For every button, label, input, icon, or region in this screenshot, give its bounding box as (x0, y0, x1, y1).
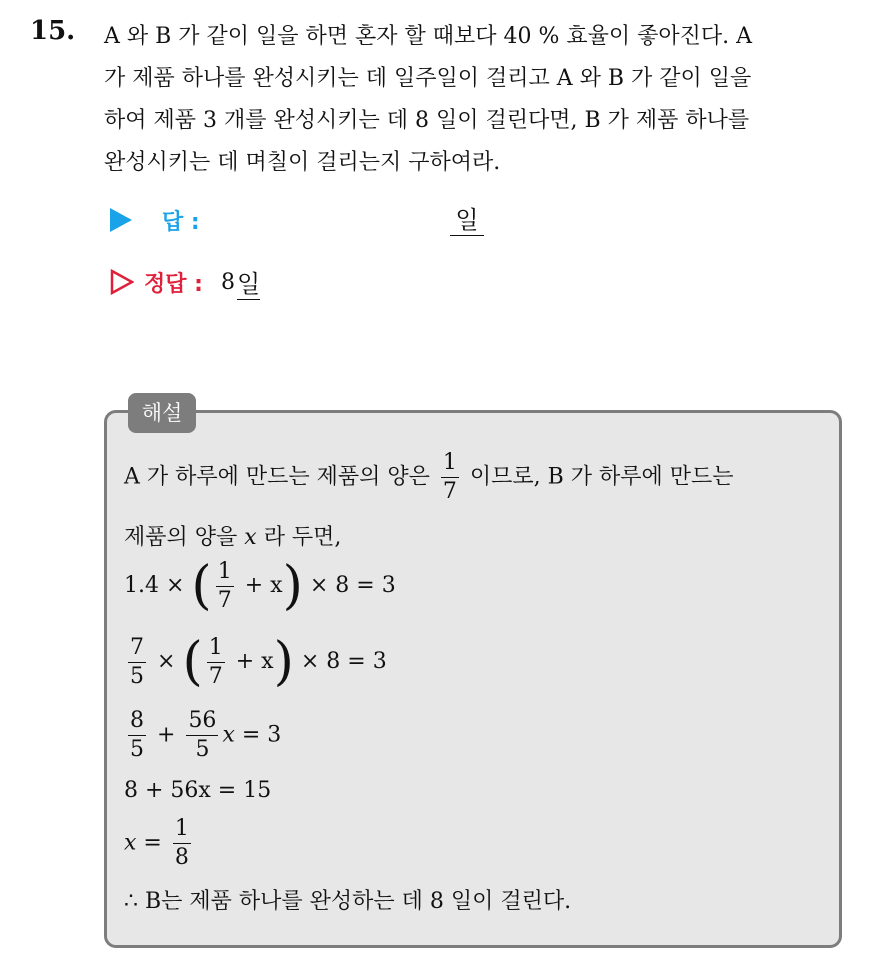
correct-answer-unit: 일 (237, 264, 260, 300)
solution-tag: 해설 (128, 393, 196, 433)
solution-line-1 (124, 452, 734, 503)
equation-4: 8 + 56x = 15 (124, 778, 272, 803)
solution-text: 이므로, B 가 하루에 만드는 (469, 464, 734, 490)
question-number: 15. (30, 16, 76, 46)
correct-answer-row (110, 262, 260, 302)
question-line: 하여 제품 3 개를 완성시키는 데 8 일이 걸린다면, B 가 제품 하나를 (104, 108, 750, 133)
question-line: 완성시키는 데 며칠이 걸리는지 구하여라. (104, 150, 501, 175)
fraction-fiftysix-fifths: $\frac{56}{5}$ (188, 708, 217, 762)
equation-3: $\frac{8}{5}$ + $\frac{56}{5}$ x = 3 (130, 708, 282, 762)
equation-2: $\frac{7}{5}$ × ( $\frac{1}{7}$ + x) × 8 = 3 (130, 632, 387, 692)
solution-conclusion: ∴ B는 제품 하나를 완성하는 데 8 일이 걸린다. (124, 889, 572, 914)
solution-text: A 가 하루에 만드는 제품의 양은 (124, 464, 430, 490)
fraction-one-seventh: $\frac{1}{7}$ (442, 450, 457, 504)
fraction-one-seventh: $\frac{1}{7}$ (217, 558, 232, 613)
fraction-one-seventh: $\frac{1}{7}$ (208, 634, 223, 689)
fraction-seven-fifths: $\frac{7}{5}$ (130, 634, 144, 689)
question-line: 가 제품 하나를 완성시키는 데 일주일이 걸리고 A 와 B 가 같이 일을 (104, 66, 752, 91)
answer-blank-unit[interactable]: 일 (450, 200, 484, 236)
answer-label: 답 : (162, 209, 200, 235)
solution-text: 라 두면, (263, 525, 342, 550)
correct-answer-label: 정답 : (144, 271, 203, 297)
variable-x: x (244, 525, 257, 550)
question-line: A 와 B 가 같이 일을 하면 혼자 할 때보다 40 % 효율이 좋아진다. A (104, 24, 753, 49)
solution-line-2 (124, 520, 341, 551)
correct-answer-value: 8 (220, 269, 235, 295)
play-triangle-icon (110, 208, 132, 232)
fraction-one-eighth: $\frac{1}{8}$ (174, 816, 189, 870)
answer-row (110, 200, 479, 240)
question-text (104, 16, 874, 184)
equation-1: 1.4 × ( $\frac{1}{7}$ + x) × 8 = 3 (124, 556, 396, 616)
outline-triangle-icon (110, 269, 134, 295)
equation-5: x = $\frac{1}{8}$ (124, 816, 189, 870)
fraction-eight-fifths: $\frac{8}{5}$ (130, 708, 144, 762)
solution-text: 제품의 양을 (124, 525, 238, 550)
